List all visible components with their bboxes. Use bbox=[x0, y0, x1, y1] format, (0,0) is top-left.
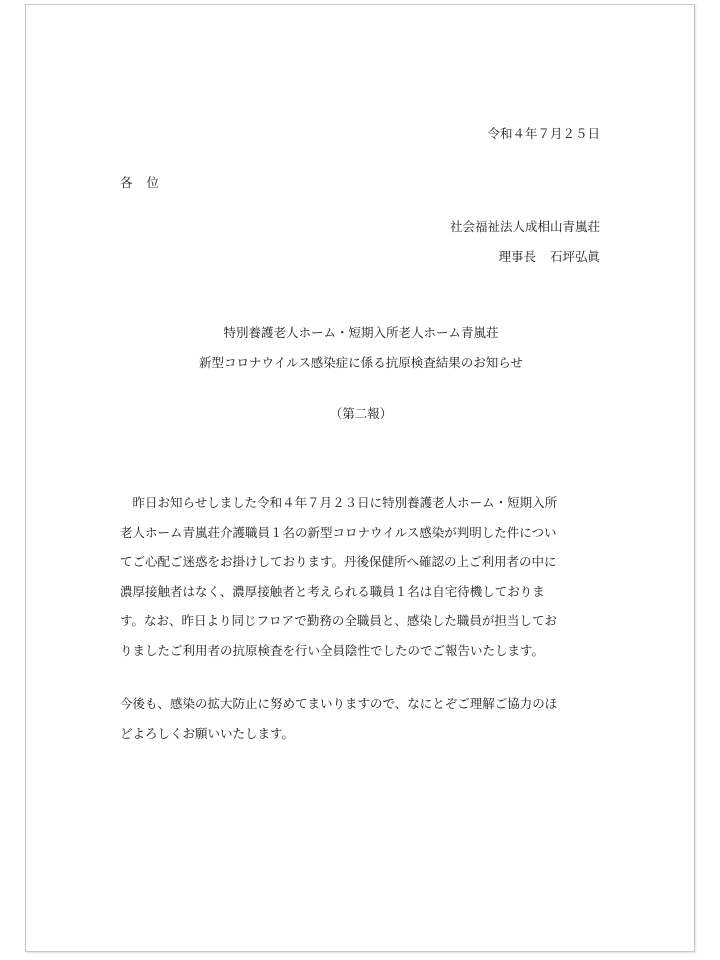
document-date: 令和４年７月２５日 bbox=[487, 126, 600, 141]
body-line: りましたご利用者の抗原検査を行い全員陰性でしたのでご報告いたします。 bbox=[120, 642, 545, 658]
document-page bbox=[25, 4, 695, 952]
document-title-edition: （第二報） bbox=[329, 406, 393, 421]
body-paragraph-1 bbox=[120, 495, 610, 672]
document-title-line-2: 新型コロナウイルス感染症に係る抗原検査結果のお知らせ bbox=[199, 355, 523, 370]
sender-title: 理事長 bbox=[498, 249, 536, 264]
body-line: てご心配ご迷惑をお掛けしております。丹後保健所へ確認の上ご利用者の中に bbox=[120, 554, 557, 569]
body-paragraph-2 bbox=[120, 696, 610, 755]
body-line: 今後も、感染の拡大防止に努めてまいりますので、なにとぞご理解ご協力のほ bbox=[120, 696, 558, 711]
addressee-part-2: 位 bbox=[146, 175, 160, 190]
body-line: 濃厚接触者はなく、濃厚接触者と考えられる職員１名は自宅待機しておりま bbox=[120, 583, 545, 599]
document-title-line-1: 特別養護老人ホーム・短期入所老人ホーム青嵐荘 bbox=[223, 325, 499, 340]
body-line: 老人ホーム青嵐荘介護職員１名の新型コロナウイルス感染が判明した件につい bbox=[120, 524, 557, 540]
sender-signatory bbox=[498, 249, 600, 265]
body-line: す。なお、昨日より同じフロアで勤務の全職員と、感染した職員が担当してお bbox=[120, 613, 557, 628]
body-line: どよろしくお願いいたします。 bbox=[120, 725, 295, 741]
addressee bbox=[120, 175, 159, 191]
sender-organization: 社会福祉法人成相山青嵐荘 bbox=[449, 219, 600, 234]
body-line: 昨日お知らせしました令和４年７月２３日に特別養護老人ホーム・短期入所 bbox=[120, 495, 558, 510]
sender-name: 石坪弘眞 bbox=[549, 249, 600, 264]
addressee-part-1: 各 bbox=[120, 175, 133, 190]
